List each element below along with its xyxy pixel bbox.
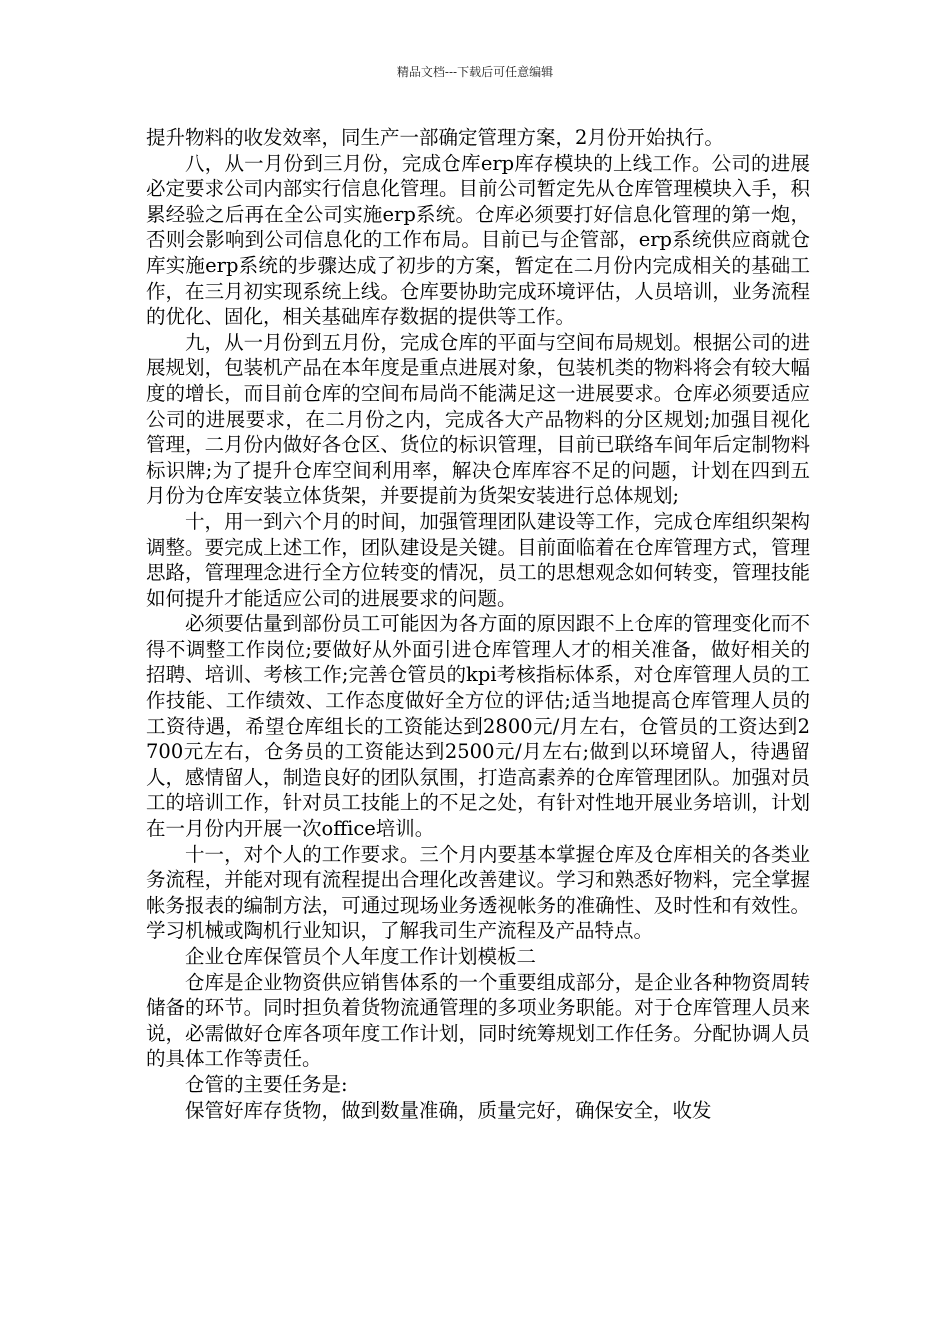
page-header: 精品文档---下载后可任意编辑 (396, 65, 554, 79)
document-body (146, 125, 810, 1123)
paragraph-continued: 提升物料的收发效率，同生产一部确定管理方案，2月份开始执行。 (146, 126, 724, 149)
paragraph-staff: 必须要估量到部份员工可能因为各方面的原因跟不上仓库的管理变化而不得不调整工作岗位;要做好从外面引进仓库管理人才的相关准备，做好相关的招聘、培训、考核工作;完善仓管员的kpi考核指标体系，对仓库管理人员的工作技能、工作绩效、工作态度做好全方位的评估;适当地提高仓库管理人员的工资待遇，希望仓库组长的工资能达到2800元/月左右，仓管员的工资达到2700元左右，仓务员的工资能达到2500元/月左右;做到以环境留人，待遇留人，感情留人，制造良好的团队氛围，打造高素养的仓库管理团队。加强对员工的培训工作，针对员工技能上的不足之处，有针对性地开展业务培训，计划在一月份内开展一次office培训。 (146, 612, 810, 841)
paragraph-item-8: 八，从一月份到三月份，完成仓库erp库存模块的上线工作。公司的进展必定要求公司内部实行信息化管理。目前公司暂定先从仓库管理模块入手，积累经验之后再在全公司实施erp系统。仓库必须要打好信息化管理的第一炮，否则会影响到公司信息化的工作布局。目前已与企管部，erp系统供应商就仓库实施erp系统的步骤达成了初步的方案，暂定在二月份内完成相关的基础工作，在三月初实现系统上线。仓库要协助完成环境评估，人员培训，业务流程的优化、固化，相关基础库存数据的提供等工作。 (146, 151, 810, 329)
paragraph-item-11: 十一，对个人的工作要求。三个月内要基本掌握仓库及仓库相关的各类业务流程，并能对现有流程提出合理化改善建议。学习和熟悉好物料，完全掌握帐务报表的编制方法，可通过现场业务透视帐务的准确性、及时性和有效性。学习机械或陶机行业知识，了解我司生产流程及产品特点。 (146, 842, 810, 943)
section-heading: 企业仓库保管员个人年度工作计划模板二 (185, 945, 537, 968)
paragraph-warehouse-intro: 仓库是企业物资供应销售体系的一个重要组成部分，是企业各种物资周转储备的环节。同时担负着货物流通管理的多项业务职能。对于仓库管理人员来说，必需做好仓库各项年度工作计划，同时统筹规划工作任务。分配协调人员的具体工作等责任。 (146, 970, 810, 1071)
paragraph-item-9: 九，从一月份到五月份，完成仓库的平面与空间布局规划。根据公司的进展规划，包装机产品在本年度是重点进展对象，包装机类的物料将会有较大幅度的增长，而目前仓库的空间布局尚不能满足这一进展要求。仓库必须要适应公司的进展要求，在二月份之内，完成各大产品物料的分区规划;加强目视化管理，二月份内做好各仓区、货位的标识管理，目前已联络车间年后定制物料标识牌;为了提升仓库空间利用率，解决仓库库容不足的问题，计划在四到五月份为仓库安装立体货架，并要提前为货架安装进行总体规划; (146, 330, 810, 508)
paragraph-item-10: 十，用一到六个月的时间，加强管理团队建设等工作，完成仓库组织架构调整。要完成上述工作，团队建设是关键。目前面临着在仓库管理方式，管理思路，管理理念进行全方位转变的情况，员工的思想观念如何转变，管理技能如何提升才能适应公司的进展要求的问题。 (146, 509, 810, 610)
paragraph-task-1: 保管好库存货物，做到数量准确，质量完好，确保安全，收发 (185, 1098, 712, 1122)
paragraph-main-tasks: 仓管的主要任务是: (185, 1072, 348, 1096)
